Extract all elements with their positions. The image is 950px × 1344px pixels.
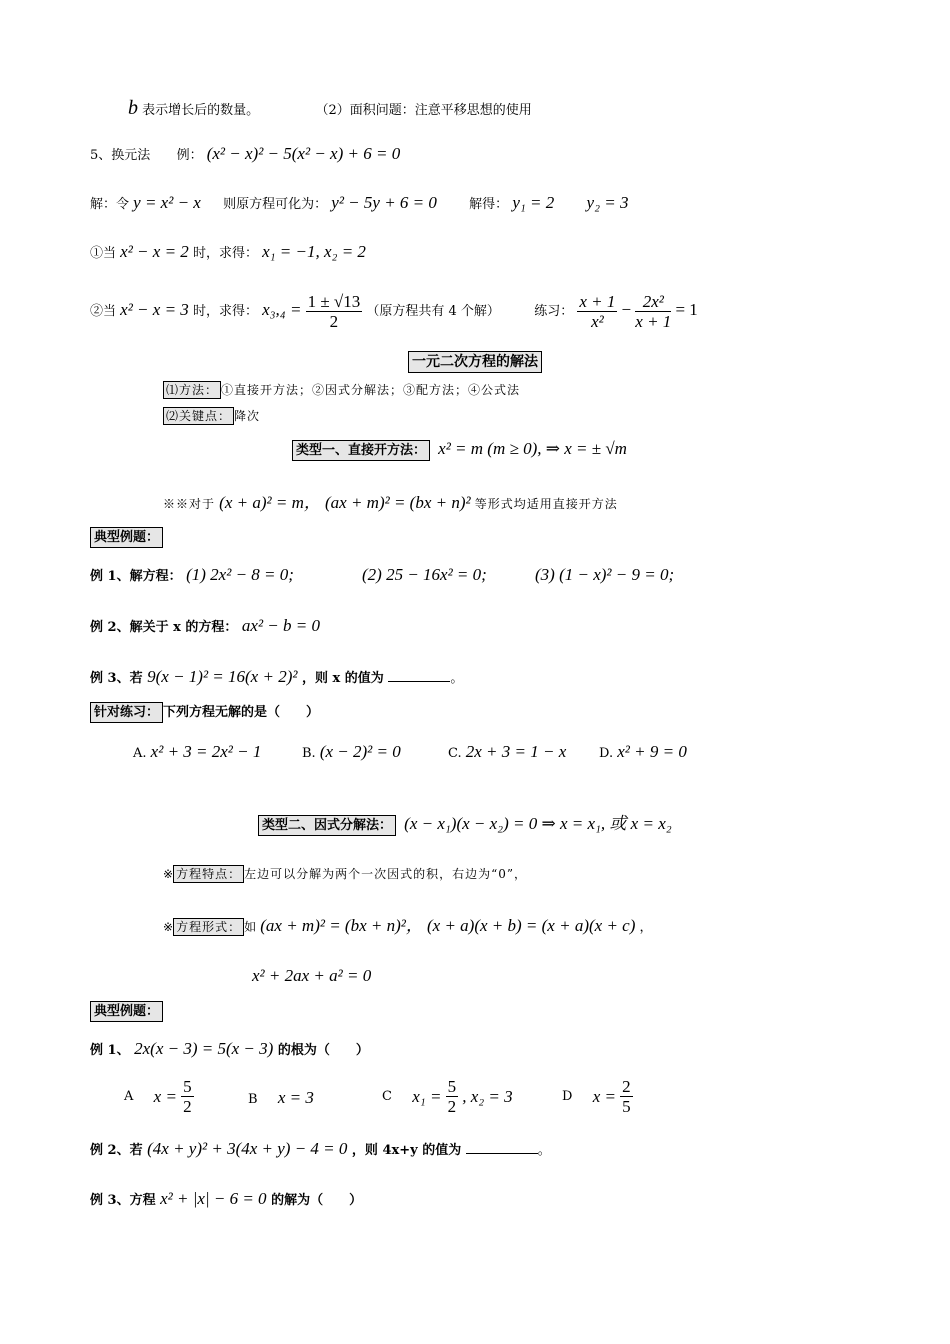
option2-d-den: 5 — [622, 1097, 631, 1116]
such-as: 如 — [244, 920, 257, 934]
example-2-equation: ax² − b = 0 — [241, 616, 320, 635]
form-eq-1: (ax + m)² = (bx + n)²， — [260, 916, 423, 935]
example-5-label: 例 2、若 — [90, 1143, 143, 1158]
y1-value: y₁ = 2 — [512, 193, 555, 212]
y-equation: y² − 5y + 6 = 0 — [331, 193, 437, 212]
option2-d-key: D — [562, 1089, 573, 1104]
fraction-2-denominator: x + 1 — [635, 312, 672, 331]
example-3-label: 例 3、若 — [90, 671, 143, 686]
option2-c-key: C — [382, 1089, 392, 1104]
option2-d-fraction — [620, 1078, 633, 1115]
x34-denominator: 2 — [329, 312, 339, 331]
let-equation: y = x² − x — [133, 193, 201, 212]
type-2-formula: (x − x₁)(x − x₂) = 0 ⇒ x = x₁, 或 x = x₂ — [404, 814, 672, 833]
growth-note: 表示增长后的数量。 — [142, 103, 260, 118]
equation-form-label: 方程形式： — [173, 918, 244, 936]
option2-b-key: B — [248, 1092, 258, 1107]
equation-feature-label: 方程特点： — [173, 865, 244, 883]
key-point-text: 降次 — [234, 409, 261, 423]
option2-c-den: 2 — [447, 1097, 457, 1116]
option-a-key: A. — [133, 746, 147, 761]
example-1-eq-1: (1) 2x² − 8 = 0; — [186, 565, 294, 584]
example-3-equation: 9(x − 1)² = 16(x + 2)² — [147, 667, 298, 686]
note-for: ※※对于 — [163, 497, 216, 511]
example-4-equation: 2x(x − 3) = 5(x − 3) — [134, 1039, 274, 1058]
case-1-found: 时，求得： — [192, 246, 258, 261]
key-point-label: ⑵关键点： — [163, 407, 234, 425]
option-d-key: D. — [599, 746, 614, 761]
form-eq-3: x² + 2ax + a² = 0 — [252, 966, 372, 985]
case-1-label: ①当 — [90, 246, 117, 261]
var-b: b — [128, 97, 138, 119]
type-1-label: 类型一、直接开方法： — [292, 440, 430, 461]
period-2: 。 — [537, 1143, 551, 1158]
fraction-1-numerator: x + 1 — [579, 292, 616, 311]
equation-feature-text: 左边可以分解为两个一次因式的积，右边为“0”， — [244, 867, 527, 881]
option-c-value: 2x + 3 = 1 − x — [465, 742, 567, 761]
practice-label: 练习： — [534, 304, 574, 319]
example-6-question: 的解为（ ） — [271, 1193, 363, 1208]
typical-examples-label-2: 典型例题： — [90, 1001, 163, 1022]
example-6-equation: x² + |x| − 6 = 0 — [160, 1189, 267, 1208]
fraction-2-numerator: 2x² — [635, 293, 671, 312]
example-5-equation: (4x + y)² + 3(4x + y) − 4 = 0 — [147, 1139, 348, 1158]
method-list: ①直接开方法；②因式分解法；③配方法；④公式法 — [221, 383, 521, 397]
comma: ， — [639, 920, 653, 935]
form-2: (ax + m)² = (bx + n)² — [324, 493, 471, 512]
example-4-label: 例 1、 — [90, 1043, 130, 1058]
option2-d-x: x = — [592, 1087, 616, 1106]
form-1: (x + a)² = m， — [219, 493, 321, 512]
type-1-formula: x² = m (m ≥ 0), ⇒ x = ± √m — [438, 439, 627, 458]
section-heading: 一元二次方程的解法 — [408, 351, 542, 373]
minus-sign: − — [621, 300, 632, 319]
method-label: ⑴方法： — [163, 381, 221, 399]
fraction-1-denominator: x² — [591, 312, 604, 331]
practice-fraction-1 — [577, 293, 617, 330]
practice-fraction-2 — [635, 293, 671, 330]
form-mark: ※ — [163, 920, 174, 934]
option-a-value: x² + 3 = 2x² − 1 — [150, 742, 262, 761]
option2-c-fraction — [446, 1078, 459, 1115]
example-label: 例： — [176, 148, 203, 163]
four-solutions-note: （原方程共有 4 个解） — [366, 304, 500, 319]
case-2-label: ②当 — [90, 304, 117, 319]
case-2-equation: x² − x = 3 — [120, 300, 189, 319]
option-c-key: C. — [448, 746, 462, 761]
option2-a-x: x = — [153, 1087, 177, 1106]
answer-blank-2 — [466, 1143, 538, 1154]
typical-examples-label: 典型例题： — [90, 527, 163, 548]
equals-one: = 1 — [675, 300, 698, 319]
x34-label: x₃,₄ = — [262, 300, 302, 319]
solved-text: 解得： — [469, 197, 509, 212]
y2-value: y₂ = 3 — [586, 193, 629, 212]
option-b-value: (x − 2)² = 0 — [319, 742, 401, 761]
example-3-question: ，则 x 的值为 — [301, 671, 384, 686]
x34-numerator: 1 ± √13 — [307, 292, 361, 311]
example-1-eq-3: (3) (1 − x)² − 9 = 0; — [535, 565, 675, 584]
solution-let: 解：令 — [90, 197, 130, 212]
example-1-eq-2: (2) 25 − 16x² = 0; — [362, 565, 487, 584]
applies-direct-root: 等形式均适用直接开方法 — [474, 497, 618, 511]
substitution-equation: (x² − x)² − 5(x² − x) + 6 = 0 — [206, 144, 401, 163]
x34-fraction — [306, 293, 363, 330]
type-2-label: 类型二、因式分解法： — [258, 815, 396, 836]
example-2-label: 例 2、解关于 x 的方程： — [90, 620, 238, 635]
transform-text: 则原方程可化为： — [223, 197, 328, 212]
option-d-value: x² + 9 = 0 — [617, 742, 687, 761]
form-eq-2: (x + a)(x + b) = (x + a)(x + c) — [427, 916, 636, 935]
method-5-label: 5、换元法 — [90, 148, 151, 163]
case-1-equation: x² − x = 2 — [120, 242, 189, 261]
period: 。 — [450, 671, 464, 686]
practice-question: 下列方程无解的是（ ） — [163, 705, 320, 720]
option2-b-value: x = 3 — [277, 1088, 314, 1107]
answer-blank — [388, 671, 450, 682]
option-b-key: B. — [302, 746, 316, 761]
example-4-question: 的根为（ ） — [277, 1043, 369, 1058]
feature-mark: ※ — [163, 867, 174, 881]
option2-a-den: 2 — [183, 1097, 192, 1116]
option2-d-num: 2 — [622, 1077, 631, 1096]
option2-c-tail: , x₂ = 3 — [462, 1087, 513, 1106]
option2-a-num: 5 — [183, 1077, 192, 1096]
case-2-found: 时，求得： — [192, 304, 258, 319]
option2-c-x: x₁ = — [412, 1087, 442, 1106]
option2-a-fraction — [181, 1078, 194, 1115]
option2-c-num: 5 — [447, 1077, 457, 1096]
case-1-roots: x₁ = −1, x₂ = 2 — [262, 242, 366, 261]
option2-a-key: A — [124, 1089, 134, 1104]
example-1-label: 例 1、解方程： — [90, 569, 182, 584]
example-6-label: 例 3、方程 — [90, 1193, 156, 1208]
practice-box-label: 针对练习： — [90, 702, 163, 723]
area-problem-note: （2）面积问题：注意平移思想的使用 — [315, 103, 532, 118]
example-5-question: ，则 4x+y 的值为 — [351, 1143, 462, 1158]
